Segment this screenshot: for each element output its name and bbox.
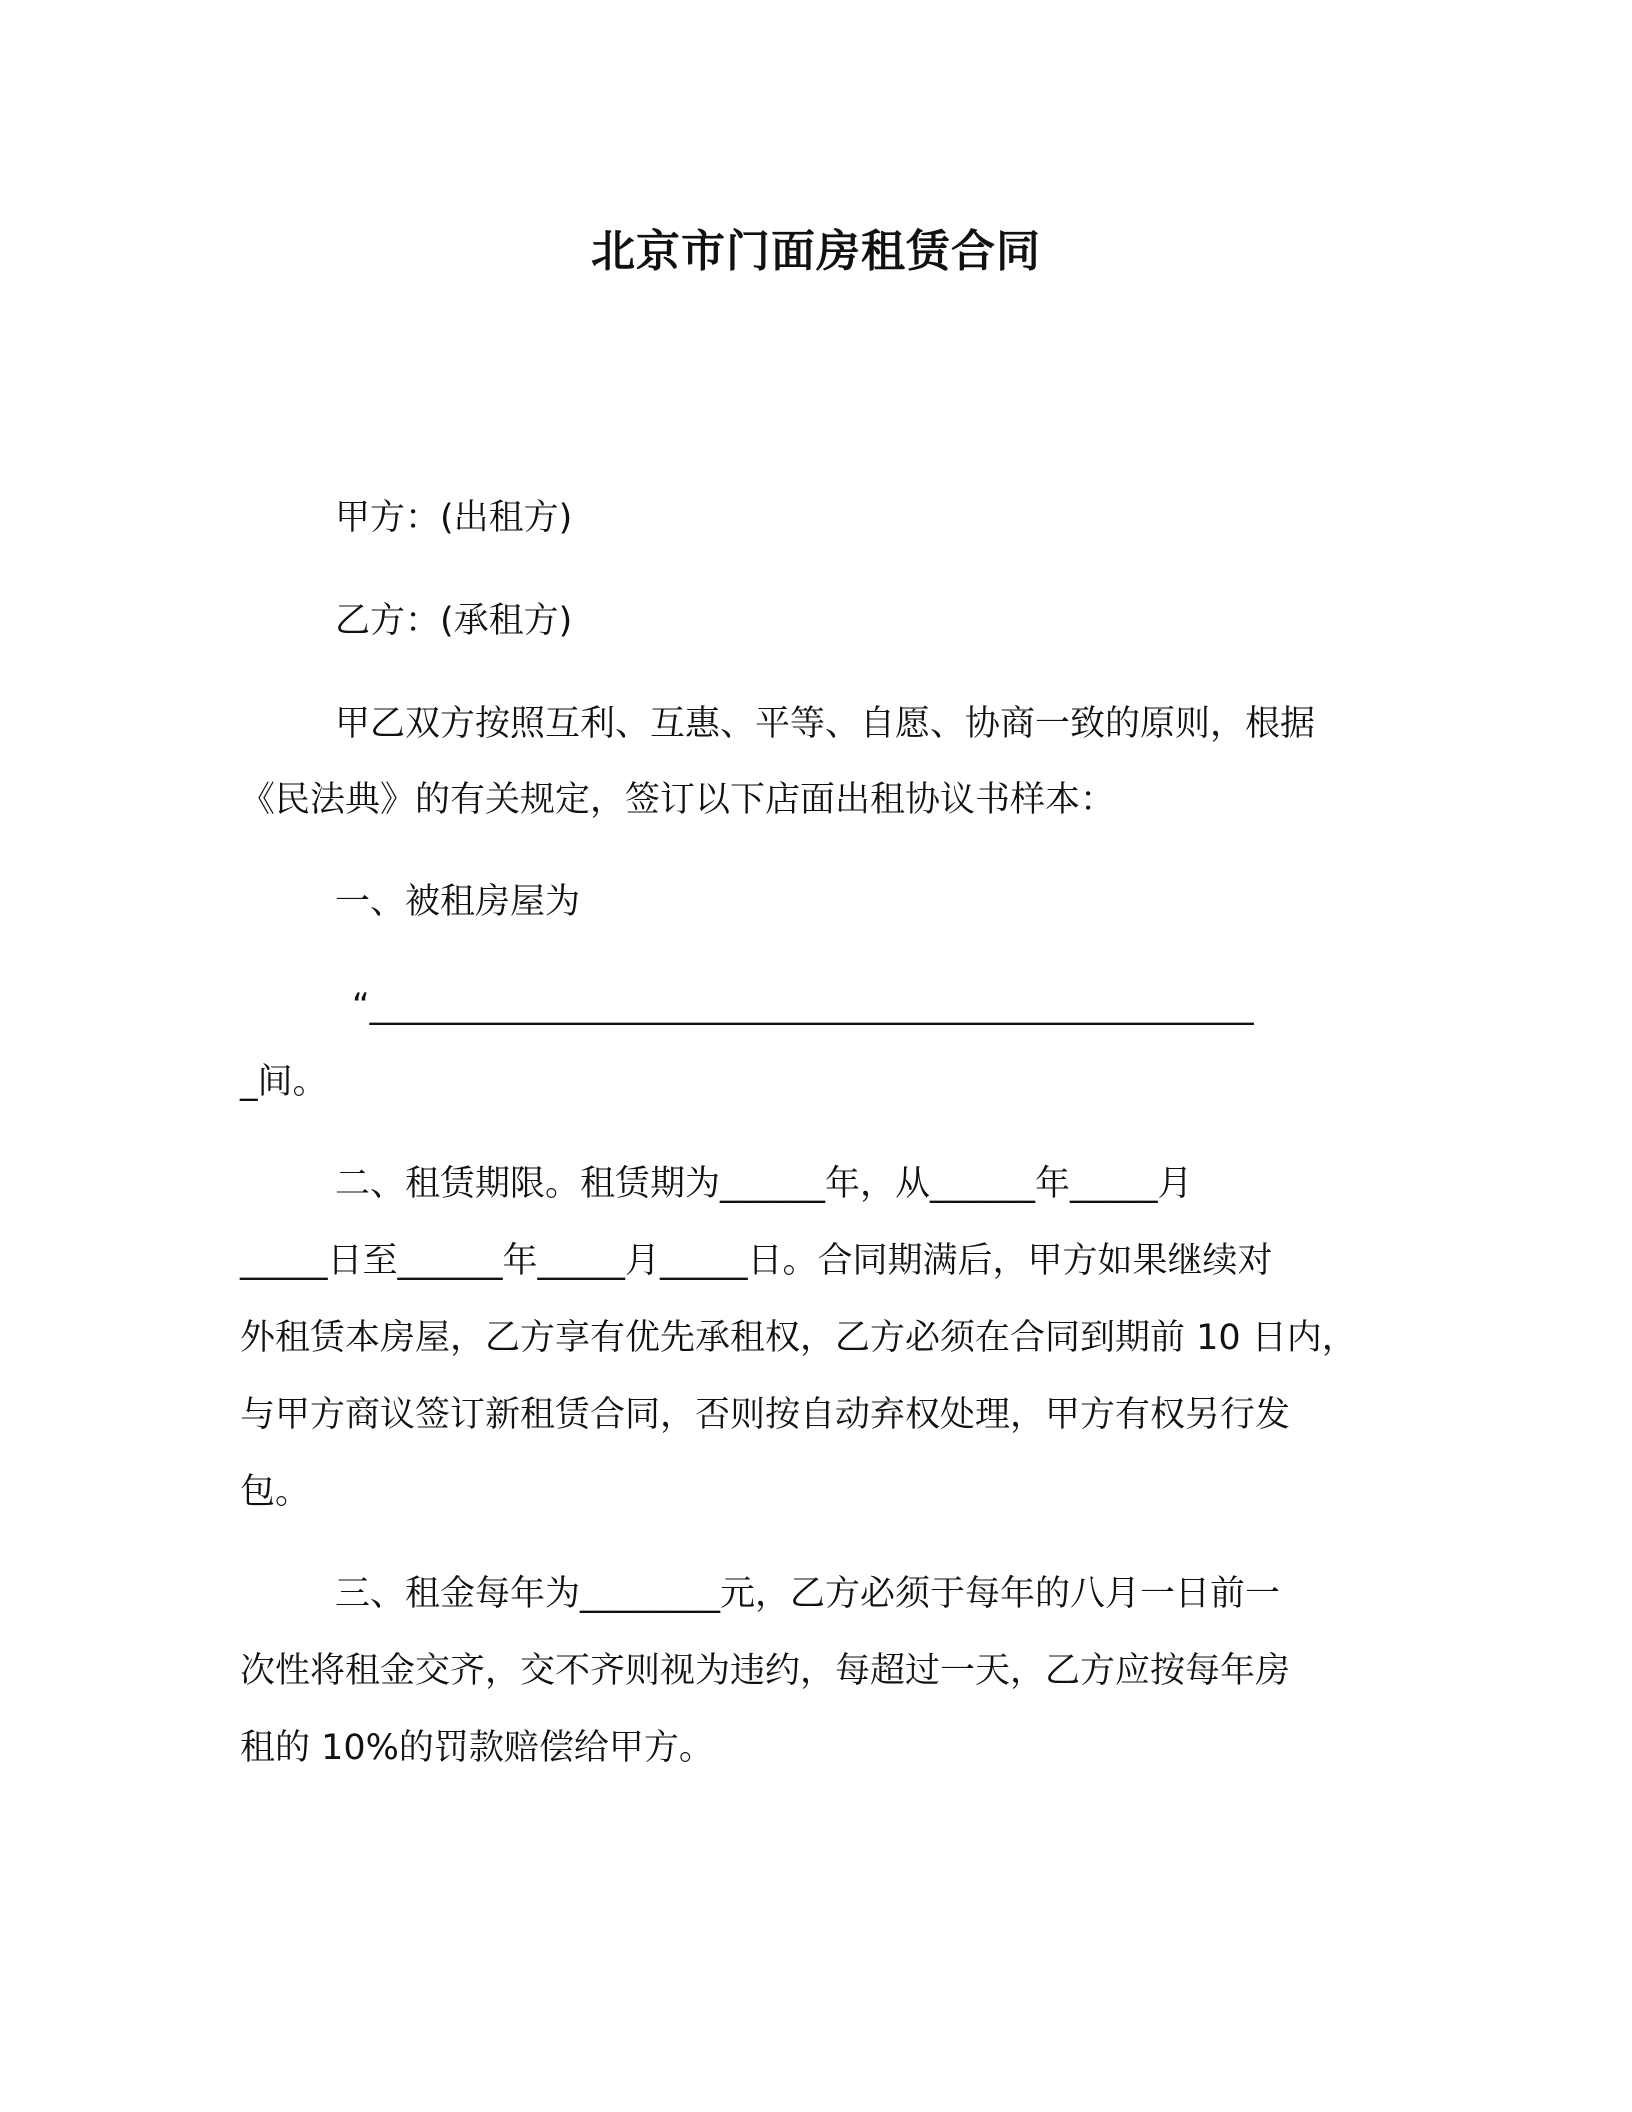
preamble-line-1: 甲乙双方按照互利、互惠、平等、自愿、协商一致的原则，根据 — [335, 704, 1316, 744]
party-a-line: 甲方：(出租方) — [335, 498, 573, 538]
preamble-line-2: 《民法典》的有关规定，签订以下店面出租协议书样本： — [240, 780, 1116, 820]
clause1-heading: 一、被租房屋为 — [335, 882, 581, 922]
clause3-line-3: 租的 10%的罚款赔偿给甲方。 — [240, 1728, 714, 1768]
clause3-line-2: 次性将租金交齐，交不齐则视为违约，每超过一天，乙方应按每年房 — [240, 1651, 1291, 1691]
clause2-line-4: 与甲方商议签订新租赁合同，否则按自动弃权处理，甲方有权另行发 — [240, 1395, 1291, 1435]
clause2-line-2: _____日至______年_____月_____日。合同期满后，甲方如果继续对 — [240, 1241, 1273, 1281]
clause1-blank-line: “____________________________________________________ — [352, 986, 1254, 1026]
clause2-line-5: 包。 — [240, 1472, 311, 1512]
clause2-line-1: 二、租赁期限。租赁期为______年，从______年_____月 — [335, 1164, 1193, 1204]
party-b-line: 乙方：(承租方) — [335, 601, 573, 641]
document-title: 北京市门面房租赁合同 — [591, 226, 1041, 277]
clause3-line-1: 三、租金每年为________元，乙方必须于每年的八月一日前一 — [335, 1574, 1281, 1614]
clause1-room-count: _间。 — [240, 1062, 328, 1102]
clause2-line-3: 外租赁本房屋，乙方享有优先承租权，乙方必须在合同到期前 10 日内， — [240, 1318, 1357, 1358]
